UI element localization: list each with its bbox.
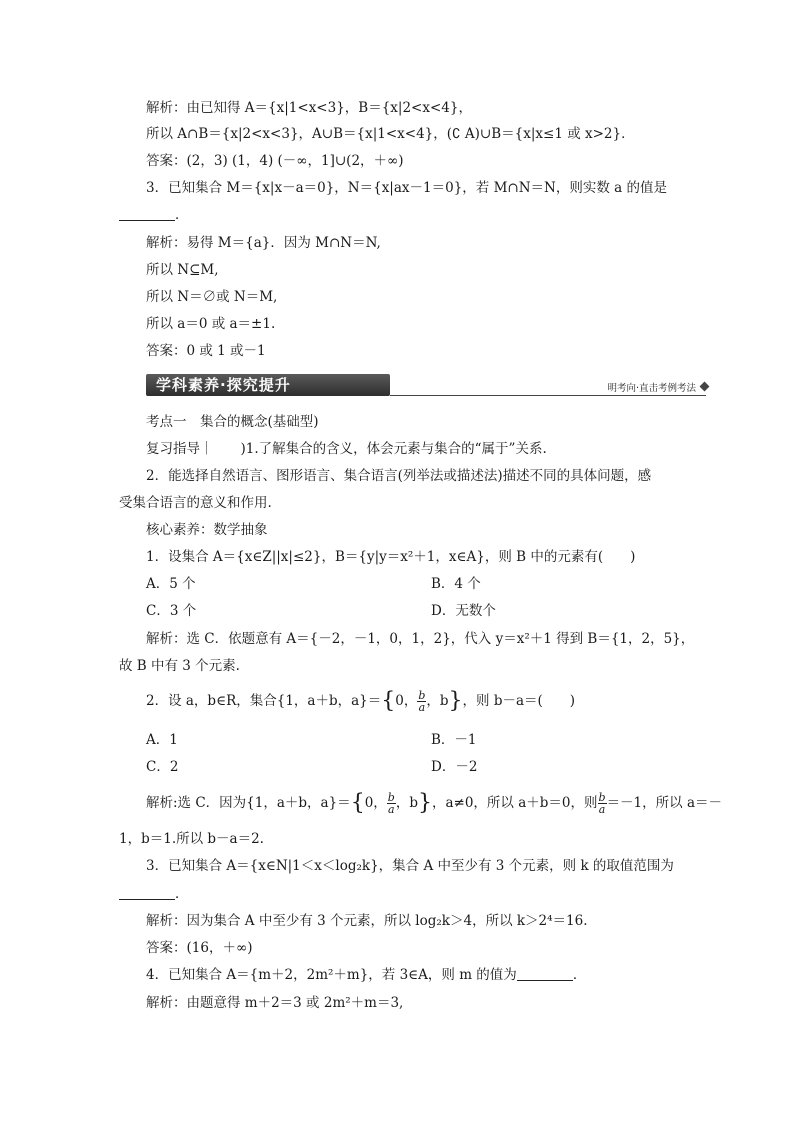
period: ． xyxy=(175,207,189,223)
solution-line: 所以 A∩B＝{x|2<x<3}，A∪B＝{x|1<x<4}，(∁ A)∪B＝{x|x≤1 或 x>2}． xyxy=(146,126,635,142)
fraction-b-over-a: $\frac{b}{a}$ xyxy=(387,791,395,816)
sol-text: ，b xyxy=(395,795,418,811)
solution-line: 所以 N＝∅或 N＝M, xyxy=(146,289,278,305)
solution-line: 故 B 中有 3 个元素. xyxy=(119,658,240,674)
q2-text: ，则 b－a＝( ) xyxy=(462,693,576,709)
solution-line: 所以 N⊆M, xyxy=(146,262,219,278)
solution-line: 解析：易得 M＝{a}．因为 M∩N＝N, xyxy=(146,235,381,251)
answer-blank-line xyxy=(119,885,189,903)
sol-text: 解析:选 C．因为{1，a＋b，a}＝ xyxy=(146,795,351,811)
q2-text: 2．设 a，b∈R，集合{1，a＋b，a}＝ xyxy=(146,693,382,709)
answer-blank xyxy=(517,968,573,981)
left-brace: { xyxy=(381,688,396,714)
answer-blank-line xyxy=(119,206,189,224)
review-guide: 受集合语言的意义和作用. xyxy=(119,495,272,511)
solution-line xyxy=(146,788,722,819)
answer-line: 答案：(16，＋∞) xyxy=(146,940,253,956)
question-2 xyxy=(146,686,575,717)
option-a: A．1 xyxy=(146,732,178,748)
period: ． xyxy=(572,967,587,983)
topic-heading: 考点一 集合的概念(基础型) xyxy=(146,414,319,430)
section-banner xyxy=(146,372,710,398)
banner-divider xyxy=(390,395,706,396)
solution-line: 解析：选 C．依题意有 A＝{－2，－1，0，1，2}，代入 y＝x²＋1 得到 B＝{1，2，5}， xyxy=(146,631,695,647)
q2-text: 0， xyxy=(395,693,418,709)
sol-text: ，a≠0，所以 a＋b＝0，则 xyxy=(431,795,598,811)
review-guide: 复习指导｜ )1.了解集合的含义，体会元素与集合的“属于”关系. xyxy=(146,441,547,457)
option-c: C．3 个 xyxy=(146,603,197,619)
question-4 xyxy=(146,966,586,984)
core-literacy: 核心素养：数学抽象 xyxy=(146,522,268,538)
sol-text: 0， xyxy=(364,795,387,811)
option-d: D．－2 xyxy=(431,759,478,775)
period: ． xyxy=(175,886,189,902)
solution-line: 解析：由已知得 A＝{x|1<x<3}，B＝{x|2<x<4}， xyxy=(146,100,472,116)
question-1: 1．设集合 A＝{x∈Z||x|≤2}，B＝{y|y＝x²＋1，x∈A}，则 B 中的元素有( ) xyxy=(146,549,636,565)
question-3: 3．已知集合 M＝{x|x－a＝0}，N＝{x|ax－1＝0}，若 M∩N＝N，则实数 a 的值是 xyxy=(146,180,667,196)
q4-text: 4．已知集合 A＝{m＋2，2m²＋m}，若 3∈A，则 m 的值为 xyxy=(146,967,517,983)
question-3b: 3．已知集合 A＝{x∈N|1＜x＜log₂k}，集合 A 中至少有 3 个元素，则 k 的取值范围为 xyxy=(146,858,674,874)
review-guide: 2．能选择自然语言、图形语言、集合语言(列举法或描述法)描述不同的具体问题，感 xyxy=(146,468,652,484)
banner-subtitle: 明考向·直击考例考法 xyxy=(607,383,696,394)
solution-line: 所以 a＝0 或 a＝±1. xyxy=(146,316,276,332)
solution-line: 1，b＝1.所以 b－a＝2. xyxy=(119,831,264,847)
fraction-b-over-a: $\frac{b}{a}$ xyxy=(418,689,426,714)
option-b: B．－1 xyxy=(431,732,477,748)
diamond-icon xyxy=(700,382,710,392)
option-b: B．4 个 xyxy=(431,576,481,592)
fraction-b-over-a: $\frac{b}{a}$ xyxy=(598,791,606,816)
q2-text: ，b xyxy=(426,693,449,709)
banner-title: 学科素养·探究提升 xyxy=(146,374,390,396)
answer-line: 答案：0 或 1 或－1 xyxy=(146,343,266,359)
sol-text: ＝－1，所以 a＝－ xyxy=(606,795,722,811)
option-d: D．无数个 xyxy=(431,603,496,619)
left-brace: { xyxy=(350,790,365,816)
right-brace: } xyxy=(417,790,432,816)
solution-line: 解析：由题意得 m＋2＝3 或 2m²＋m＝3, xyxy=(146,995,404,1011)
answer-blank xyxy=(119,887,175,900)
option-c: C．2 xyxy=(146,759,179,775)
answer-blank xyxy=(119,208,175,221)
option-a: A．5 个 xyxy=(146,576,196,592)
answer-line: 答案：(2，3) (1，4) (－∞，1]∪(2，＋∞) xyxy=(146,153,404,169)
right-brace: } xyxy=(448,688,463,714)
solution-line: 解析：因为集合 A 中至少有 3 个元素，所以 log₂k＞4，所以 k＞2⁴＝16. xyxy=(146,913,588,929)
